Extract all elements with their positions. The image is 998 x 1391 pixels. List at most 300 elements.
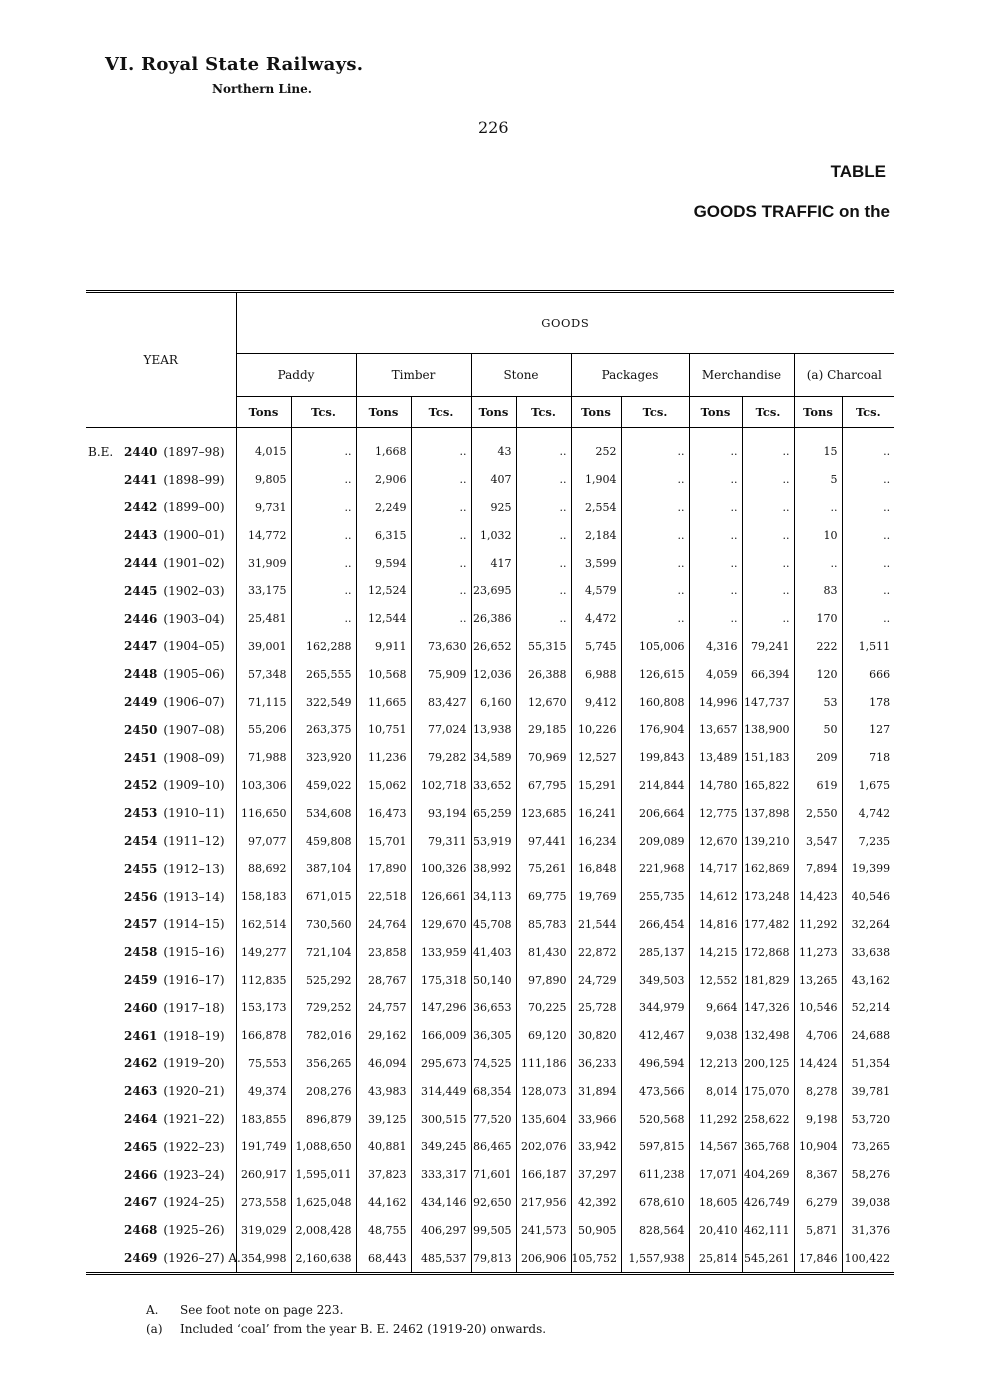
unit-header-tons: Tons <box>794 397 842 428</box>
value-cell: 534,608 <box>291 799 356 827</box>
value-cell: 3,547 <box>794 827 842 855</box>
year-number: 2467 <box>124 1195 158 1210</box>
value-cell: 295,673 <box>411 1050 471 1078</box>
year-span: (1907–08) <box>163 722 225 737</box>
value-cell: 14,772 <box>236 521 291 549</box>
value-cell: .. <box>621 466 689 494</box>
value-cell: 721,104 <box>291 938 356 966</box>
value-cell: 191,749 <box>236 1133 291 1161</box>
value-cell: 15 <box>794 428 842 466</box>
value-cell: 4,015 <box>236 428 291 466</box>
year-cell <box>86 938 236 966</box>
value-cell: .. <box>794 494 842 522</box>
value-cell: 41,403 <box>471 938 516 966</box>
value-cell: 14,424 <box>794 1050 842 1078</box>
value-cell: 36,305 <box>471 1022 516 1050</box>
unit-header-tcs: Tcs. <box>621 397 689 428</box>
table-row <box>86 1022 894 1050</box>
value-cell: 7,894 <box>794 855 842 883</box>
value-cell: 199,843 <box>621 744 689 772</box>
year-number: 2457 <box>124 917 158 932</box>
value-cell: 14,780 <box>689 772 742 800</box>
value-cell: .. <box>516 521 571 549</box>
category-header: Timber <box>356 354 471 397</box>
value-cell: 12,524 <box>356 577 411 605</box>
table-row <box>86 994 894 1022</box>
table-row <box>86 1077 894 1105</box>
unit-header-tcs: Tcs. <box>411 397 471 428</box>
value-cell: 31,909 <box>236 549 291 577</box>
value-cell: 51,354 <box>851 1056 891 1070</box>
value-cell: 68,443 <box>356 1244 411 1273</box>
value-cell: .. <box>291 428 356 466</box>
table-row <box>86 716 894 744</box>
value-cell: 177,482 <box>742 911 794 939</box>
value-cell: .. <box>689 577 742 605</box>
value-cell: .. <box>689 605 742 633</box>
year-cell <box>86 1105 236 1133</box>
year-number: 2452 <box>124 778 158 793</box>
value-cell: 71,601 <box>471 1161 516 1189</box>
value-cell: 4,706 <box>794 1022 842 1050</box>
table-row <box>86 966 894 994</box>
year-number: 2456 <box>124 889 158 904</box>
value-cell: .. <box>689 428 742 466</box>
year-cell <box>86 911 236 939</box>
value-cell: 73,265 <box>851 1140 891 1154</box>
value-cell: 44,162 <box>356 1189 411 1217</box>
value-cell: 28,767 <box>356 966 411 994</box>
value-cell: 14,717 <box>689 855 742 883</box>
table-row <box>86 911 894 939</box>
value-cell: .. <box>742 605 794 633</box>
value-cell: 158,183 <box>236 883 291 911</box>
value-cell: 127 <box>869 723 891 737</box>
value-cell: 31,376 <box>851 1223 891 1237</box>
unit-header-tcs: Tcs. <box>842 397 894 428</box>
value-cell: 34,113 <box>471 883 516 911</box>
year-cell <box>86 883 236 911</box>
value-cell: 8,014 <box>689 1077 742 1105</box>
value-cell: 525,292 <box>291 966 356 994</box>
value-cell: 75,553 <box>236 1050 291 1078</box>
value-cell: 412,467 <box>621 1022 689 1050</box>
value-cell: 50 <box>794 716 842 744</box>
value-cell: 93,194 <box>411 799 471 827</box>
value-cell: 407 <box>471 466 516 494</box>
year-number: 2466 <box>124 1167 158 1182</box>
value-cell: 485,537 <box>411 1244 471 1273</box>
value-cell: 671,015 <box>291 883 356 911</box>
value-cell: 15,062 <box>356 772 411 800</box>
year-number: 2453 <box>124 806 158 821</box>
year-span: (1914–15) <box>163 917 225 932</box>
value-cell: .. <box>742 521 794 549</box>
year-number: 2460 <box>124 1000 158 1015</box>
table-row <box>86 1216 894 1244</box>
value-cell: 2,160,638 <box>291 1244 356 1273</box>
value-cell: 214,844 <box>621 772 689 800</box>
year-span: (1925–26) <box>163 1223 225 1238</box>
value-cell: 71,988 <box>236 744 291 772</box>
value-cell: 19,399 <box>851 862 891 876</box>
table-row <box>86 660 894 688</box>
value-cell: 37,823 <box>356 1161 411 1189</box>
value-cell: 120 <box>794 660 842 688</box>
value-cell: 50,140 <box>471 966 516 994</box>
value-cell: 16,848 <box>571 855 621 883</box>
year-cell <box>86 549 236 577</box>
value-cell: 4,059 <box>689 660 742 688</box>
year-number: 2464 <box>124 1112 158 1127</box>
value-cell: 4,579 <box>571 577 621 605</box>
value-cell: 333,317 <box>411 1161 471 1189</box>
value-cell: 828,564 <box>621 1216 689 1244</box>
year-cell <box>86 716 236 744</box>
value-cell: 20,410 <box>689 1216 742 1244</box>
value-cell: 116,650 <box>236 799 291 827</box>
year-number: 2461 <box>124 1028 158 1043</box>
table-row <box>86 744 894 772</box>
table-row <box>86 577 894 605</box>
value-cell: .. <box>883 556 891 570</box>
table-row <box>86 938 894 966</box>
year-cell <box>86 1189 236 1217</box>
value-cell: 6,988 <box>571 660 621 688</box>
table-row <box>86 1161 894 1189</box>
category-header: Merchandise <box>689 354 794 397</box>
year-number: 2455 <box>124 861 158 876</box>
section-heading: VI. Royal State Railways. <box>105 54 364 75</box>
value-cell: 97,890 <box>516 966 571 994</box>
table-row <box>86 494 894 522</box>
value-cell: .. <box>411 549 471 577</box>
value-cell: 8,278 <box>794 1077 842 1105</box>
value-cell: .. <box>411 494 471 522</box>
year-number: 2462 <box>124 1056 158 1071</box>
goods-header: GOODS <box>236 292 894 354</box>
footnote-text: See foot note on page 223. <box>180 1303 344 1317</box>
value-cell: 10,568 <box>356 660 411 688</box>
value-cell: 4,316 <box>689 633 742 661</box>
value-cell: 15,291 <box>571 772 621 800</box>
value-cell: 40,546 <box>851 890 891 904</box>
year-span: (1917–18) <box>163 1000 225 1015</box>
unit-header-tcs: Tcs. <box>742 397 794 428</box>
value-cell: .. <box>689 466 742 494</box>
value-cell: 33,638 <box>851 945 891 959</box>
value-cell: 545,261 <box>742 1244 794 1273</box>
value-cell: 43 <box>471 428 516 466</box>
value-cell: 18,605 <box>689 1189 742 1217</box>
value-cell: 181,829 <box>742 966 794 994</box>
goods-traffic-table-frame <box>86 290 894 1275</box>
value-cell: 13,938 <box>471 716 516 744</box>
value-cell: 896,879 <box>291 1105 356 1133</box>
value-cell: 241,573 <box>516 1216 571 1244</box>
value-cell: 170 <box>794 605 842 633</box>
value-cell: 12,775 <box>689 799 742 827</box>
value-cell: 14,816 <box>689 911 742 939</box>
value-cell: 718 <box>869 751 891 765</box>
value-cell: 300,515 <box>411 1105 471 1133</box>
value-cell: 50,905 <box>571 1216 621 1244</box>
value-cell: 39,781 <box>851 1084 891 1098</box>
value-cell: .. <box>742 549 794 577</box>
value-cell: 147,326 <box>742 994 794 1022</box>
table-row <box>86 521 894 549</box>
value-cell: 26,652 <box>471 633 516 661</box>
year-cell <box>86 1216 236 1244</box>
value-cell: .. <box>621 521 689 549</box>
value-cell: 16,473 <box>356 799 411 827</box>
value-cell: 24,729 <box>571 966 621 994</box>
value-cell: 97,077 <box>236 827 291 855</box>
value-cell: 1,595,011 <box>291 1161 356 1189</box>
value-cell: 30,820 <box>571 1022 621 1050</box>
value-cell: 86,465 <box>471 1133 516 1161</box>
value-cell: 32,264 <box>851 917 891 931</box>
value-cell: 14,612 <box>689 883 742 911</box>
value-cell: 22,518 <box>356 883 411 911</box>
value-cell: .. <box>291 466 356 494</box>
value-cell: 81,430 <box>516 938 571 966</box>
table-row <box>86 549 894 577</box>
value-cell: .. <box>411 605 471 633</box>
year-span: (1903–04) <box>163 611 225 626</box>
value-cell: 356,265 <box>291 1050 356 1078</box>
value-cell: 730,560 <box>291 911 356 939</box>
year-number: 2448 <box>124 667 158 682</box>
value-cell: 178 <box>869 695 891 709</box>
value-cell: 105,752 <box>571 1244 621 1273</box>
value-cell: 128,073 <box>516 1077 571 1105</box>
value-cell: 2,906 <box>356 466 411 494</box>
value-cell: .. <box>883 445 891 459</box>
year-span: (1922–23) <box>163 1139 225 1154</box>
value-cell: 23,858 <box>356 938 411 966</box>
value-cell: 459,022 <box>291 772 356 800</box>
value-cell: 10,226 <box>571 716 621 744</box>
year-span: (1911–12) <box>163 834 225 849</box>
value-cell: 111,186 <box>516 1050 571 1078</box>
value-cell: 57,348 <box>236 660 291 688</box>
value-cell: 166,009 <box>411 1022 471 1050</box>
value-cell: 10,751 <box>356 716 411 744</box>
value-cell: 29,185 <box>516 716 571 744</box>
value-cell: 9,664 <box>689 994 742 1022</box>
value-cell: 17,071 <box>689 1161 742 1189</box>
value-cell: .. <box>883 473 891 487</box>
value-cell: .. <box>621 428 689 466</box>
value-cell: 133,959 <box>411 938 471 966</box>
value-cell: 162,869 <box>742 855 794 883</box>
year-span: (1915–16) <box>163 945 225 960</box>
value-cell: 100,326 <box>411 855 471 883</box>
year-span: (1908–09) <box>163 750 225 765</box>
value-cell: 39,001 <box>236 633 291 661</box>
value-cell: 11,292 <box>689 1105 742 1133</box>
value-cell: 92,650 <box>471 1189 516 1217</box>
value-cell: 77,024 <box>411 716 471 744</box>
value-cell: 6,315 <box>356 521 411 549</box>
value-cell: 273,558 <box>236 1189 291 1217</box>
year-number: 2458 <box>124 945 158 960</box>
table-row <box>86 1244 894 1273</box>
value-cell: .. <box>291 605 356 633</box>
value-cell: 43,983 <box>356 1077 411 1105</box>
year-number: 2444 <box>124 556 158 571</box>
year-number: 2465 <box>124 1139 158 1154</box>
table-row <box>86 466 894 494</box>
value-cell: 12,527 <box>571 744 621 772</box>
value-cell: 22,872 <box>571 938 621 966</box>
value-cell: 252 <box>571 428 621 466</box>
value-cell: 46,094 <box>356 1050 411 1078</box>
value-cell: 129,670 <box>411 911 471 939</box>
value-cell: .. <box>411 428 471 466</box>
table-row <box>86 633 894 661</box>
value-cell: 29,162 <box>356 1022 411 1050</box>
year-cell <box>86 772 236 800</box>
value-cell: 49,374 <box>236 1077 291 1105</box>
value-cell: 97,441 <box>516 827 571 855</box>
value-cell: 138,900 <box>742 716 794 744</box>
value-cell: 14,423 <box>794 883 842 911</box>
table-row <box>86 428 894 466</box>
value-cell: 349,503 <box>621 966 689 994</box>
year-number: 2450 <box>124 722 158 737</box>
value-cell: 33,966 <box>571 1105 621 1133</box>
value-cell: 65,259 <box>471 799 516 827</box>
value-cell: 10,546 <box>794 994 842 1022</box>
value-cell: 137,898 <box>742 799 794 827</box>
year-cell <box>86 1050 236 1078</box>
table-subtitle: GOODS TRAFFIC on the <box>693 202 890 221</box>
value-cell: 258,622 <box>742 1105 794 1133</box>
year-cell <box>86 428 236 466</box>
value-cell: 260,917 <box>236 1161 291 1189</box>
value-cell: 25,728 <box>571 994 621 1022</box>
value-cell: 9,198 <box>794 1105 842 1133</box>
value-cell: 26,388 <box>516 660 571 688</box>
year-number: 2468 <box>124 1223 158 1238</box>
footnote-text: Included ‘coal’ from the year B. E. 2462 (1919-20) onwards. <box>180 1322 547 1336</box>
value-cell: 52,214 <box>851 1001 891 1015</box>
year-cell <box>86 660 236 688</box>
value-cell: 147,296 <box>411 994 471 1022</box>
value-cell: .. <box>689 521 742 549</box>
year-cell <box>86 744 236 772</box>
value-cell: 25,481 <box>236 605 291 633</box>
year-number: 2441 <box>124 472 158 487</box>
value-cell: .. <box>742 466 794 494</box>
value-cell: 45,708 <box>471 911 516 939</box>
value-cell: 105,006 <box>621 633 689 661</box>
year-number: 2454 <box>124 834 158 849</box>
value-cell: 200,125 <box>742 1050 794 1078</box>
unit-header-tons: Tons <box>471 397 516 428</box>
value-cell: 12,670 <box>516 688 571 716</box>
value-cell: 24,764 <box>356 911 411 939</box>
year-span: (1901–02) <box>163 556 225 571</box>
year-cell <box>86 688 236 716</box>
value-cell: 520,568 <box>621 1105 689 1133</box>
year-span: (1900–01) <box>163 528 225 543</box>
value-cell: 25,814 <box>689 1244 742 1273</box>
value-cell: 151,183 <box>742 744 794 772</box>
value-cell: 11,292 <box>794 911 842 939</box>
value-cell: 135,604 <box>516 1105 571 1133</box>
unit-header-tons: Tons <box>571 397 621 428</box>
category-header: Paddy <box>236 354 356 397</box>
value-cell: .. <box>516 494 571 522</box>
value-cell: 473,566 <box>621 1077 689 1105</box>
value-cell: 31,894 <box>571 1077 621 1105</box>
value-cell: .. <box>411 521 471 549</box>
year-span: (1918–19) <box>163 1028 225 1043</box>
value-cell: .. <box>621 549 689 577</box>
year-cell <box>86 1161 236 1189</box>
year-cell <box>86 605 236 633</box>
page-number: 226 <box>478 118 509 137</box>
value-cell: 221,968 <box>621 855 689 883</box>
value-cell: 14,215 <box>689 938 742 966</box>
value-cell: 37,297 <box>571 1161 621 1189</box>
value-cell: 75,261 <box>516 855 571 883</box>
value-cell: 14,567 <box>689 1133 742 1161</box>
value-cell: .. <box>883 584 891 598</box>
value-cell: .. <box>411 466 471 494</box>
value-cell: 462,111 <box>742 1216 794 1244</box>
table-row <box>86 1133 894 1161</box>
value-cell: 404,269 <box>742 1161 794 1189</box>
year-cell <box>86 827 236 855</box>
value-cell: 75,909 <box>411 660 471 688</box>
value-cell: 24,757 <box>356 994 411 1022</box>
value-cell: 160,808 <box>621 688 689 716</box>
value-cell: 323,920 <box>291 744 356 772</box>
value-cell: 55,206 <box>236 716 291 744</box>
table-row <box>86 799 894 827</box>
year-span: (1906–07) <box>163 695 225 710</box>
value-cell: 33,652 <box>471 772 516 800</box>
value-cell: 9,911 <box>356 633 411 661</box>
value-cell: 176,904 <box>621 716 689 744</box>
footnote-key: A. <box>146 1303 159 1317</box>
value-cell: 2,249 <box>356 494 411 522</box>
value-cell: 38,992 <box>471 855 516 883</box>
table-row <box>86 1050 894 1078</box>
year-cell <box>86 966 236 994</box>
value-cell: .. <box>689 549 742 577</box>
value-cell: 1,904 <box>571 466 621 494</box>
value-cell: 17,890 <box>356 855 411 883</box>
value-cell: 153,173 <box>236 994 291 1022</box>
value-cell: 24,688 <box>851 1029 891 1043</box>
value-cell: 16,234 <box>571 827 621 855</box>
year-span: (1924–25) <box>163 1195 225 1210</box>
value-cell: 175,070 <box>742 1077 794 1105</box>
year-span: (1910–11) <box>163 806 225 821</box>
value-cell: 206,664 <box>621 799 689 827</box>
year-span: (1897–98) <box>163 444 225 459</box>
year-span: (1898–99) <box>163 472 225 487</box>
value-cell: 73,630 <box>411 633 471 661</box>
value-cell: 123,685 <box>516 799 571 827</box>
year-span: (1913–14) <box>163 889 225 904</box>
value-cell: 5,871 <box>794 1216 842 1244</box>
